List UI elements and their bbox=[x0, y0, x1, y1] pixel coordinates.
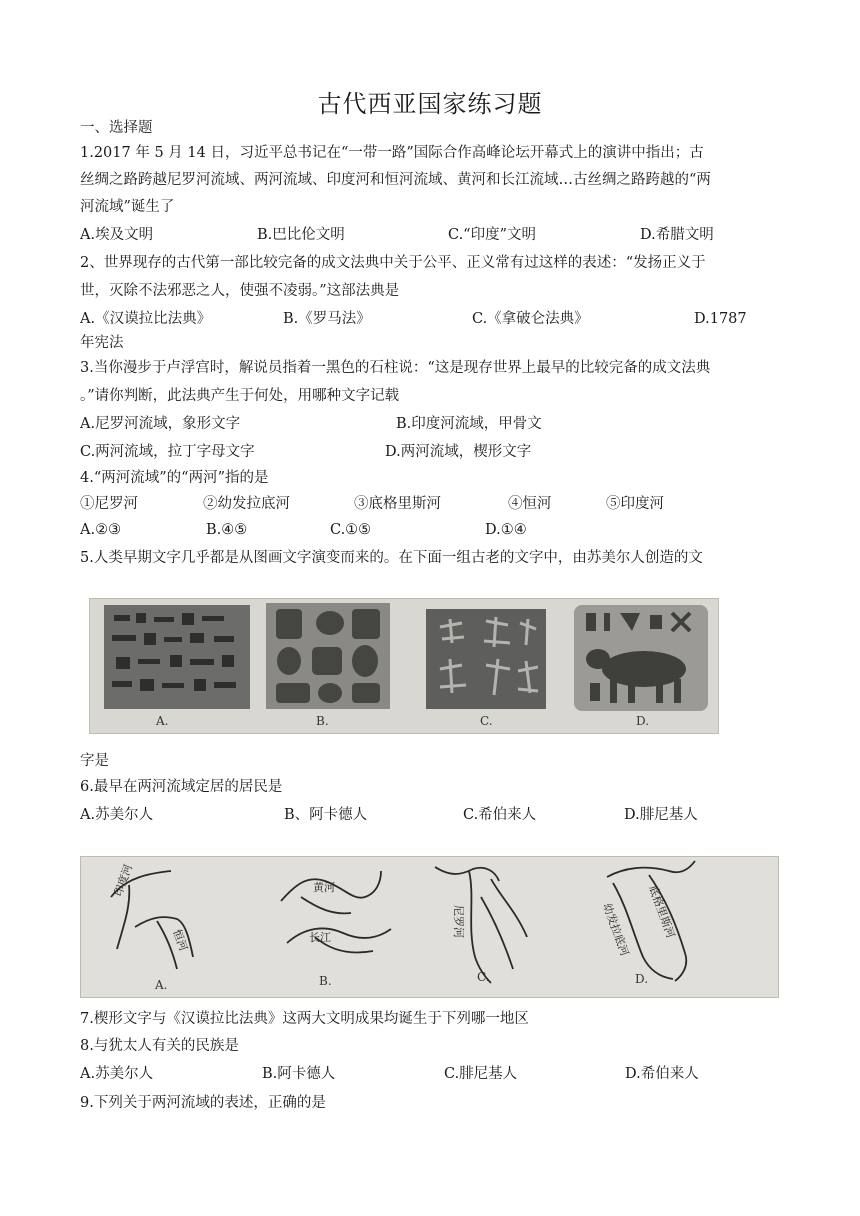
hieroglyph-carving-picture bbox=[266, 603, 390, 728]
q3-option-c: C.两河流域，拉丁字母文字 bbox=[80, 444, 255, 460]
map-label-ganges: 恒河 bbox=[170, 927, 190, 953]
q2-option-a: A.《汉谟拉比法典》 bbox=[80, 311, 212, 327]
q8-option-b: B.阿卡德人 bbox=[262, 1066, 336, 1082]
script-caption-c: C. bbox=[480, 714, 493, 728]
map-tigris-euphrates bbox=[600, 861, 695, 986]
map-caption-d: D. bbox=[635, 972, 649, 986]
q6-option-d: D.腓尼基人 bbox=[624, 807, 698, 823]
map-label-yangtze: 长江 bbox=[309, 931, 331, 944]
q4-item1: ①尼罗河 bbox=[80, 496, 138, 512]
q2-line1: 2、世界现存的古代第一部比较完备的成文法典中关于公平、正义常有过这样的表述：“发扬正义于 bbox=[80, 255, 706, 271]
q2-line2: 世，灭除不法邪恶之人，使强不凌弱。”这部法典是 bbox=[80, 283, 400, 299]
map-yellow-yangtze bbox=[281, 871, 391, 988]
q1-option-c: C.“印度”文明 bbox=[448, 227, 537, 243]
q3-option-a: A.尼罗河流域，象形文字 bbox=[80, 416, 241, 432]
q8-option-d: D.希伯来人 bbox=[625, 1066, 699, 1082]
river-maps-image bbox=[80, 856, 779, 998]
map-label-nile: 尼罗河 bbox=[452, 905, 465, 938]
q1-option-a: A.埃及文明 bbox=[80, 227, 154, 243]
q4-option-a: A.②③ bbox=[80, 522, 122, 538]
page-title: 古代西亚国家练习题 bbox=[317, 90, 543, 118]
q3-option-d: D.两河流域，楔形文字 bbox=[385, 444, 532, 460]
q8-option-c: C.腓尼基人 bbox=[444, 1066, 518, 1082]
q4-option-b: B.④⑤ bbox=[206, 522, 248, 538]
script-caption-d: D. bbox=[636, 714, 650, 728]
q3-line2: 。”请你判断，此法典产生于何处，用哪种文字记载 bbox=[80, 388, 400, 404]
q9-line1: 9.下列关于两河流域的表述，正确的是 bbox=[80, 1095, 326, 1111]
q1-option-b: B.巴比伦文明 bbox=[257, 227, 345, 243]
q8-option-a: A.苏美尔人 bbox=[80, 1066, 154, 1082]
q4-item2: ②幼发拉底河 bbox=[203, 496, 290, 512]
map-label-tigris: 底格里斯河 bbox=[646, 883, 678, 940]
indus-seal-picture bbox=[574, 605, 708, 728]
q6-line1: 6.最早在两河流域定居的居民是 bbox=[80, 779, 283, 795]
q5-line1: 5.人类早期文字几乎都是从图画文字演变而来的。在下面一组古老的文字中，由苏美尔人创造的文 bbox=[80, 550, 703, 566]
q2-option-b: B.《罗马法》 bbox=[283, 311, 371, 327]
map-label-euphrates: 幼发拉底河 bbox=[600, 901, 632, 958]
map-label-indus: 印度河 bbox=[111, 862, 136, 899]
q4-item4: ④恒河 bbox=[508, 496, 552, 512]
oracle-bone-script-picture bbox=[426, 609, 546, 728]
script-caption-b: B. bbox=[316, 714, 329, 728]
q3-line1: 3.当你漫步于卢浮宫时，解说员指着一黑色的石柱说：“这是现存世界上最早的比较完备的成文法典 bbox=[80, 360, 711, 376]
q6-option-c: C.希伯来人 bbox=[463, 807, 537, 823]
map-indus-ganges bbox=[111, 862, 193, 992]
q5-line2: 字是 bbox=[80, 753, 109, 769]
q2-option-d-cont: 年宪法 bbox=[80, 335, 124, 351]
map-nile bbox=[435, 867, 527, 984]
map-label-yellow-river: 黄河 bbox=[313, 881, 335, 894]
q4-option-c: C.①⑤ bbox=[330, 522, 372, 538]
q1-line1: 1.2017 年 5 月 14 日，习近平总书记在“一带一路”国际合作高峰论坛开幕式上的演讲中指出；古 bbox=[80, 145, 704, 161]
ancient-scripts-image bbox=[89, 598, 719, 734]
q4-option-d: D.①④ bbox=[485, 522, 527, 538]
q8-line1: 8.与犹太人有关的民族是 bbox=[80, 1038, 239, 1054]
q2-option-c: C.《拿破仑法典》 bbox=[472, 311, 589, 327]
q1-line3: 河流域”诞生了 bbox=[80, 199, 175, 215]
q6-option-a: A.苏美尔人 bbox=[80, 807, 154, 823]
section-heading: 一、选择题 bbox=[80, 120, 153, 136]
script-caption-a: A. bbox=[156, 714, 169, 728]
q7-line1: 7.楔形文字与《汉谟拉比法典》这两大文明成果均诞生于下列哪一地区 bbox=[80, 1011, 529, 1027]
q1-line2: 丝绸之路跨越尼罗河流域、两河流域、印度河和恒河流域、黄河和长江流域…古丝绸之路跨越的“两 bbox=[80, 172, 711, 188]
q2-option-d: D.1787 bbox=[694, 311, 747, 327]
q1-option-d: D.希腊文明 bbox=[640, 227, 714, 243]
map-caption-c: C. bbox=[477, 970, 490, 984]
map-caption-a: A. bbox=[155, 978, 168, 992]
q4-item3: ③底格里斯河 bbox=[354, 496, 441, 512]
cuneiform-tablet-picture bbox=[104, 605, 250, 728]
q3-option-b: B.印度河流域，甲骨文 bbox=[396, 416, 542, 432]
map-caption-b: B. bbox=[319, 974, 332, 988]
q4-item5: ⑤印度河 bbox=[606, 496, 664, 512]
q6-option-b: B、阿卡德人 bbox=[284, 807, 368, 823]
q4-line1: 4.“两河流域”的“两河”指的是 bbox=[80, 470, 269, 486]
